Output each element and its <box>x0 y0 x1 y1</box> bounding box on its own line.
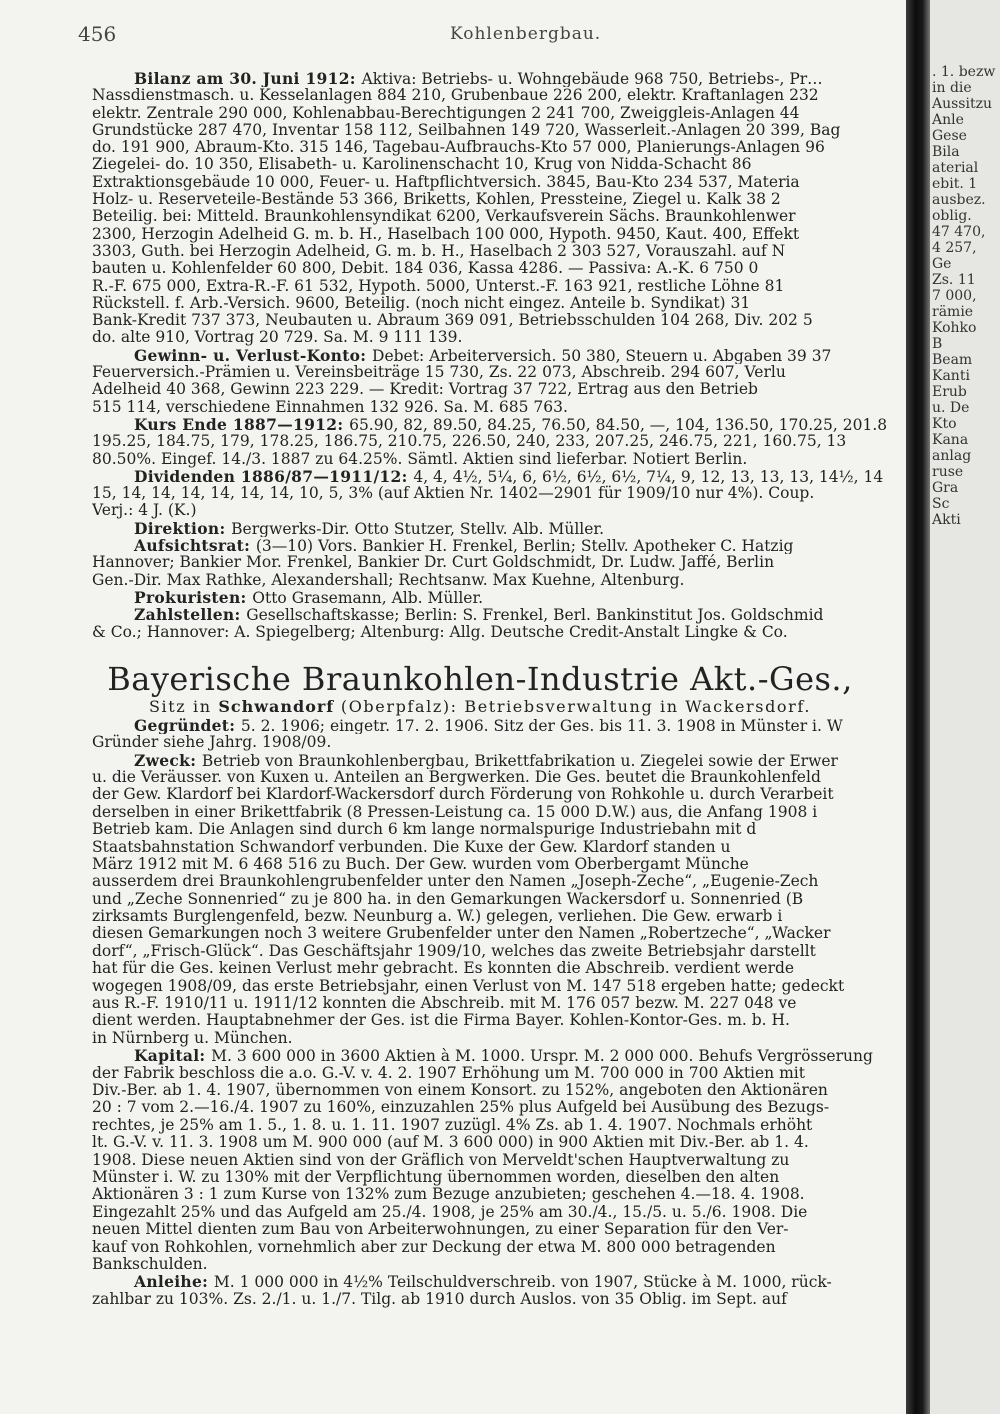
text-line <box>92 295 906 312</box>
text-line <box>92 769 906 786</box>
gegruendet-block <box>92 717 906 752</box>
text-line <box>92 1082 906 1099</box>
text-line <box>92 243 906 260</box>
text-line <box>92 856 906 873</box>
text-line <box>92 891 906 908</box>
text-line <box>92 329 906 346</box>
line-text: 1908. Diese neuen Aktien sind von der Gräflich von Merveldt'schen Hauptverwaltung zu <box>92 1151 790 1169</box>
text-line <box>92 502 906 519</box>
line-text: rechtes, je 25% am 1. 5., 1. 8. u. 1. 11. 1907 zuzügl. 4% Zs. ab 1. 4. 1907. Nochmals erhöht <box>92 1116 813 1134</box>
line-text: 195.25, 184.75, 179, 178.25, 186.75, 210.75, 226.50, 240, 233, 207.25, 246.75, 221, 160.75, 13 <box>92 433 847 451</box>
text-line <box>92 925 906 942</box>
facing-page-fragment: in die <box>932 80 972 96</box>
text-line <box>92 960 906 977</box>
text-line <box>92 1221 906 1238</box>
text-line <box>92 139 906 156</box>
line-text: zirksamts Burglengenfeld, bezw. Neunburg a. W.) gelegen, verliehen. Die Gew. erwarb i <box>92 908 783 926</box>
text-line <box>92 451 906 468</box>
line-text: Bergwerks-Dir. Otto Stutzer, Stellv. Alb. Müller. <box>231 519 605 538</box>
text-line <box>92 208 906 225</box>
text-line <box>92 908 906 925</box>
text-line <box>92 87 906 104</box>
line-text: bauten u. Kohlenfelder 60 800, Debit. 184 036, Kassa 4286. — Passiva: A.-K. 6 750 0 <box>92 260 759 278</box>
block-label: Direktion: <box>134 519 232 538</box>
line-text: M. 3 600 000 in 3600 Aktien à M. 1000. Urspr. M. 2 000 000. Behufs Vergrösserung <box>211 1047 873 1065</box>
line-text: aus R.-F. 1910/11 u. 1911/12 konnten die Abschreib. mit M. 176 057 bezw. M. 227 048 ve <box>92 995 797 1013</box>
line-text: Verj.: 4 J. (K.) <box>92 502 197 520</box>
text-line <box>92 537 906 554</box>
facing-page-fragments <box>930 0 1000 528</box>
facing-page-fragment: Kana <box>932 432 969 448</box>
facing-page-fragment: Beam <box>932 352 973 368</box>
block-label: Dividenden 1886/87—1911/12: <box>134 467 414 486</box>
line-text: dorf“, „Frisch-Glück“. Das Geschäftsjahr 1909/10, welches das zweite Betriebsjahr darstellt <box>92 942 816 960</box>
text-line <box>92 485 906 502</box>
facing-page-fragment: rämie <box>932 304 974 320</box>
text-line <box>92 226 906 243</box>
text-line <box>92 786 906 803</box>
line-text: Münster i. W. zu 130% mit der Verpflichtung übernommen worden, dieselben den alten <box>92 1168 780 1186</box>
line-text: M. 1 000 000 in 4½% Teilschuldverschreib. von 1907, Stücke à M. 1000, rück- <box>213 1273 832 1291</box>
block-label: Bilanz am 30. Juni 1912: <box>134 70 362 88</box>
text-line <box>92 1169 906 1186</box>
facing-page-fragment: B <box>932 336 943 352</box>
text-line <box>92 347 906 364</box>
line-text: Hannover; Bankier Mor. Frenkel, Bankier Dr. Curt Goldschmidt, Dr. Ludw. Jaffé, Berlin <box>92 554 775 572</box>
aufsichtsrat-block <box>92 537 906 589</box>
text-line <box>92 191 906 208</box>
text-line <box>92 1134 906 1151</box>
seat-suffix: (Oberpfalz): Betriebsverwaltung in Wackersdorf. <box>340 696 812 716</box>
line-text: Otto Grasemann, Alb. Müller. <box>252 588 484 607</box>
line-text: R.-F. 675 000, Extra-R.-F. 61 532, Hypoth. 5000, Unterst.-F. 163 921, restliche Löhne 81 <box>92 277 785 295</box>
facing-page-fragment: Aussitzu <box>932 96 992 112</box>
gewinn-verlust-block <box>92 347 906 416</box>
line-text: in Nürnberg u. München. <box>92 1029 293 1047</box>
facing-page-fragment: 4 257, <box>932 240 977 256</box>
text-line <box>92 381 906 398</box>
text-line <box>92 624 906 641</box>
facing-page-fragment: Gese <box>932 128 967 144</box>
facing-page-fragment: Kohko <box>932 320 977 336</box>
facing-page-fragment: aterial <box>932 160 979 176</box>
line-text: dient werden. Hauptabnehmer der Ges. ist die Firma Bayer. Kohlen-Kontor-Ges. m. b. H. <box>92 1012 790 1030</box>
line-text: Ziegelei- do. 10 350, Elisabeth- u. Karolinenschacht 10, Krug von Nidda-Schacht 86 <box>92 156 752 174</box>
line-text: Gesellschaftskasse; Berlin: S. Frenkel, Berl. Bankinstitut Jos. Goldschmid <box>246 606 824 624</box>
text-line <box>92 122 906 139</box>
line-text: wogegen 1908/09, das erste Betriebsjahr, einen Verlust von M. 147 518 ergeben hatte; gedeckt <box>92 977 845 995</box>
text-line <box>92 156 906 173</box>
text-line <box>92 433 906 450</box>
text-line <box>92 468 906 485</box>
text-line <box>92 105 906 122</box>
running-head: Kohlenbergbau. <box>450 24 602 44</box>
kurs-block <box>92 416 906 468</box>
dividenden-block <box>92 468 906 520</box>
company-seat-line <box>92 697 906 717</box>
text-line <box>92 1065 906 1082</box>
page-body <box>92 70 906 1410</box>
facing-page-fragment: Anle <box>932 112 964 128</box>
line-text: 2300, Herzogin Adelheid G. m. b. H., Haselbach 100 000, Hypoth. 9450, Kaut. 400, Effekt <box>92 225 800 243</box>
text-line <box>92 260 906 277</box>
book-gutter-shadow <box>906 0 930 1414</box>
facing-page-fragment: oblig. <box>932 208 972 224</box>
line-text: 80.50%. Eingef. 14./3. 1887 zu 64.25%. Sämtl. Aktien sind lieferbar. Notiert Berlin. <box>92 450 748 468</box>
line-text: Bankschulden. <box>92 1255 208 1273</box>
text-line <box>92 1012 906 1029</box>
line-text: ausserdem drei Braunkohlengrubenfelder unter den Namen „Joseph-Zeche“, „Eugenie-Zech <box>92 873 819 891</box>
text-line <box>92 589 906 606</box>
block-label: Kurs Ende 1887—1912: <box>134 415 350 434</box>
line-text: 3303, Guth. bei Herzogin Adelheid, G. m. b. H., Haselbach 2 303 527, Vorauszahl. auf N <box>92 242 786 260</box>
line-text: der Fabrik beschloss die a.o. G.-V. v. 4. 2. 1907 Erhöhung um M. 700 000 in 700 Aktien mit <box>92 1064 805 1082</box>
anleihe-block <box>92 1273 906 1308</box>
text-line <box>92 839 906 856</box>
line-text: Bank-Kredit 737 373, Neubauten u. Abraum 369 091, Betriebsschulden 104 268, Div. 202 5 <box>92 312 813 330</box>
line-text: Holz- u. Reserveteile-Bestände 53 366, Briketts, Kohlen, Pressteine, Ziegel u. Kalk 38 2 <box>92 191 781 209</box>
line-text: Aktiva: Betriebs- u. Wohngebäude 968 750, Betriebs-, Pr… <box>361 70 823 88</box>
facing-page-edge <box>930 0 1000 1414</box>
line-text: 515 114, verschiedene Einnahmen 132 926. Sa. M. 685 763. <box>92 398 568 416</box>
block-label: Anleihe: <box>134 1273 214 1291</box>
text-line <box>92 1152 906 1169</box>
line-text: Nassdienstmasch. u. Kesselanlagen 884 210, Grubenbaue 226 200, elektr. Kraftanlagen 232 <box>92 87 819 105</box>
line-text: 5. 2. 1906; eingetr. 17. 2. 1906. Sitz der Ges. bis 11. 3. 1908 in Münster i. W <box>240 716 843 735</box>
block-label: Kapital: <box>134 1047 212 1065</box>
line-text: Feuerversich.-Prämien u. Vereinsbeiträge 15 730, Zs. 22 073, Abschreib. 294 607, Verlu <box>92 364 786 382</box>
block-label: Aufsichtsrat: <box>134 537 256 555</box>
text-line <box>92 606 906 623</box>
text-line <box>92 174 906 191</box>
facing-page-fragment: 47 470, <box>932 224 986 240</box>
line-text: Grundstücke 287 470, Inventar 158 112, Seilbahnen 149 720, Wasserleit.-Anlagen 20 399, Bag <box>92 121 841 139</box>
text-line <box>92 278 906 295</box>
line-text: Adelheid 40 368, Gewinn 223 229. — Kredit: Vortrag 37 722, Ertrag aus den Betrieb <box>92 381 758 399</box>
text-line <box>92 70 906 87</box>
line-text: do. 191 900, Abraum-Kto. 315 146, Tagebau-Aufbrauchs-Kto 57 000, Planierungs-Anlagen 96 <box>92 139 825 157</box>
line-text: der Gew. Klardorf bei Klardorf-Wackersdorf durch Förderung von Rohkohle u. durch Verarbeit <box>92 786 834 804</box>
line-text: 65.90, 82, 89.50, 84.25, 76.50, 84.50, —, 104, 136.50, 170.25, 201.8 <box>349 415 888 434</box>
block-label: Prokuristen: <box>134 588 253 607</box>
text-line <box>92 1273 906 1290</box>
line-text: Betrieb kam. Die Anlagen sind durch 6 km lange normalspurige Industriebahn mit d <box>92 821 757 839</box>
text-line <box>92 752 906 769</box>
text-line <box>92 364 906 381</box>
line-text: neuen Mittel dienten zum Bau von Arbeiterwohnungen, zu einer Separation für den Ver- <box>92 1221 789 1239</box>
line-text: kauf von Rohkohlen, vornehmlich aber zur Deckung der etwa M. 800 000 betragenden <box>92 1238 776 1256</box>
line-text: Extraktionsgebäude 10 000, Feuer- u. Haftpflichtversich. 3845, Bau-Kto 234 537, Materia <box>92 173 800 191</box>
line-text: (3—10) Vors. Bankier H. Frenkel, Berlin; Stellv. Apotheker C. Hatzig <box>255 537 794 555</box>
line-text: Gründer siehe Jahrg. 1908/09. <box>92 734 332 752</box>
text-line <box>92 520 906 537</box>
company-title: Bayerische Braunkohlen-Industrie Akt.-Ges., <box>107 659 853 698</box>
text-line <box>92 734 906 751</box>
line-text: hat für die Ges. keinen Verlust mehr gebracht. Es konnten die Abschreib. verdient werde <box>92 960 795 978</box>
facing-page-fragment: anlag <box>932 448 972 464</box>
text-line <box>92 416 906 433</box>
line-text: lt. G.-V. v. 11. 3. 1908 um M. 900 000 (auf M. 3 600 000) in 900 Aktien mit Div.-Ber. ab 1. 4. <box>92 1134 809 1152</box>
text-line <box>92 399 906 416</box>
line-text: elektr. Zentrale 290 000, Kohlenabbau-Berechtigungen 2 241 700, Zweiggleis-Anlagen 44 <box>92 104 800 122</box>
text-line <box>92 821 906 838</box>
line-text: u. die Veräusser. von Kuxen u. Anteilen an Bergwerken. Die Ges. beutet die Braunkohlenfeld <box>92 768 821 786</box>
facing-page-fragment: Erub <box>932 384 967 400</box>
seat-city: Schwandorf <box>218 696 335 716</box>
facing-page-fragment: u. De <box>932 400 970 416</box>
facing-page-fragment: ruse <box>932 464 964 480</box>
text-line <box>92 978 906 995</box>
facing-page-fragment: ebit. 1 <box>932 176 978 192</box>
text-line <box>92 804 906 821</box>
facing-page-fragment: Zs. 11 <box>932 272 976 288</box>
text-line <box>92 995 906 1012</box>
text-line <box>92 1030 906 1047</box>
kapital-block <box>92 1047 906 1273</box>
line-text: & Co.; Hannover: A. Spiegelberg; Altenburg: Allg. Deutsche Credit-Anstalt Lingke & Co. <box>92 623 788 641</box>
bilanz-block <box>92 70 906 347</box>
text-line <box>92 1291 906 1308</box>
direktion-block <box>92 520 906 537</box>
text-line <box>92 873 906 890</box>
facing-page-fragment: ausbez. <box>932 192 986 208</box>
line-text: Div.-Ber. ab 1. 4. 1907, übernommen von einem Konsort. zu 152%, angeboten den Aktionären <box>92 1082 828 1099</box>
facing-page-fragment: Akti <box>932 512 961 528</box>
facing-page-fragment: Kanti <box>932 368 970 384</box>
facing-page-fragment: Ge <box>932 256 952 272</box>
text-line <box>92 1239 906 1256</box>
text-line <box>92 554 906 571</box>
block-label: Zweck: <box>134 751 202 769</box>
page-header <box>78 22 906 44</box>
line-text: 20 : 7 vom 2.—16./4. 1907 zu 160%, einzuzahlen 25% plus Aufgeld bei Ausübung des Bezugs- <box>92 1099 830 1117</box>
text-line <box>92 943 906 960</box>
facing-page-fragment: Kto <box>932 416 957 432</box>
line-text: Betrieb von Braunkohlenbergbau, Brikettfabrikation u. Ziegelei sowie der Erwer <box>201 751 838 769</box>
line-text: Eingezahlt 25% und das Aufgeld am 25./4. 1908, je 25% am 30./4., 15./5. u. 5./6. 1908. Die <box>92 1203 808 1221</box>
facing-page-fragment: Bila <box>932 144 960 160</box>
line-text: Beteilig. bei: Mitteld. Braunkohlensyndikat 6200, Verkaufsverein Sächs. Braunkohlenwer <box>92 208 796 226</box>
text-line <box>92 1117 906 1134</box>
facing-page-fragment: Gra <box>932 480 959 496</box>
text-line <box>92 572 906 589</box>
text-line <box>92 312 906 329</box>
text-line <box>92 1099 906 1116</box>
line-text: Rückstell. f. Arb.-Versich. 9600, Beteilig. (noch nicht eingez. Anteile b. Syndikat) 31 <box>92 294 751 312</box>
line-text: Gen.-Dir. Max Rathke, Alexandershall; Rechtsanw. Max Kuehne, Altenburg. <box>92 571 685 589</box>
line-text: März 1912 mit M. 6 468 516 zu Buch. Der Gew. wurden vom Oberbergamt Münche <box>92 855 749 873</box>
text-line <box>92 1204 906 1221</box>
facing-page-fragment: Sc <box>932 496 950 512</box>
block-label: Gegründet: <box>134 716 241 735</box>
line-text: zahlbar zu 103%. Zs. 2./1. u. 1./7. Tilg. ab 1910 durch Auslos. von 35 Oblig. im Sept. auf <box>92 1290 787 1308</box>
line-text: diesen Gemarkungen noch 3 weitere Grubenfelder unter den Namen „Robertzeche“, „Wacker <box>92 925 831 943</box>
line-text: und „Zeche Sonnenried“ zu je 800 ha. in den Gemarkungen Wackersdorf u. Sonnenried (B <box>92 890 804 908</box>
block-label: Zahlstellen: <box>134 606 247 624</box>
seat-prefix: Sitz in <box>148 696 212 716</box>
facing-page-fragment: . 1. bezw <box>932 64 996 80</box>
line-text: Debet: Arbeiterversich. 50 380, Steuern u. Abgaben 39 37 <box>372 346 832 365</box>
page-number: 456 <box>78 22 117 46</box>
line-text: 15, 14, 14, 14, 14, 14, 14, 10, 5, 3% (auf Aktien Nr. 1402—2901 für 1909/10 nur 4%). Coup. <box>92 485 815 503</box>
text-line <box>92 717 906 734</box>
text-line <box>92 1186 906 1203</box>
block-label: Gewinn- u. Verlust-Konto: <box>134 346 373 365</box>
line-text: do. alte 910, Vortrag 20 729. Sa. M. 9 111 139. <box>92 329 463 347</box>
zahlstellen-block <box>92 606 906 641</box>
line-text: Aktionären 3 : 1 zum Kurse von 132% zum Bezuge anzubieten; geschehen 4.—18. 4. 1908. <box>92 1186 805 1204</box>
line-text: 4, 4, 4½, 5¼, 6, 6½, 6½, 6½, 7¼, 9, 12, 13, 13, 13, 14½, 14 <box>413 467 884 486</box>
prokuristen-block <box>92 589 906 606</box>
line-text: derselben in einer Brikettfabrik (8 Pressen-Leistung ca. 15 000 D.W.) aus, die Anfang 1908 i <box>92 803 818 821</box>
text-line <box>92 1047 906 1064</box>
line-text: Staatsbahnstation Schwandorf verbunden. Die Kuxe der Gew. Klardorf standen u <box>92 838 731 856</box>
facing-page-fragment: 7 000, <box>932 288 977 304</box>
text-line <box>92 1256 906 1273</box>
zweck-block <box>92 752 906 1048</box>
